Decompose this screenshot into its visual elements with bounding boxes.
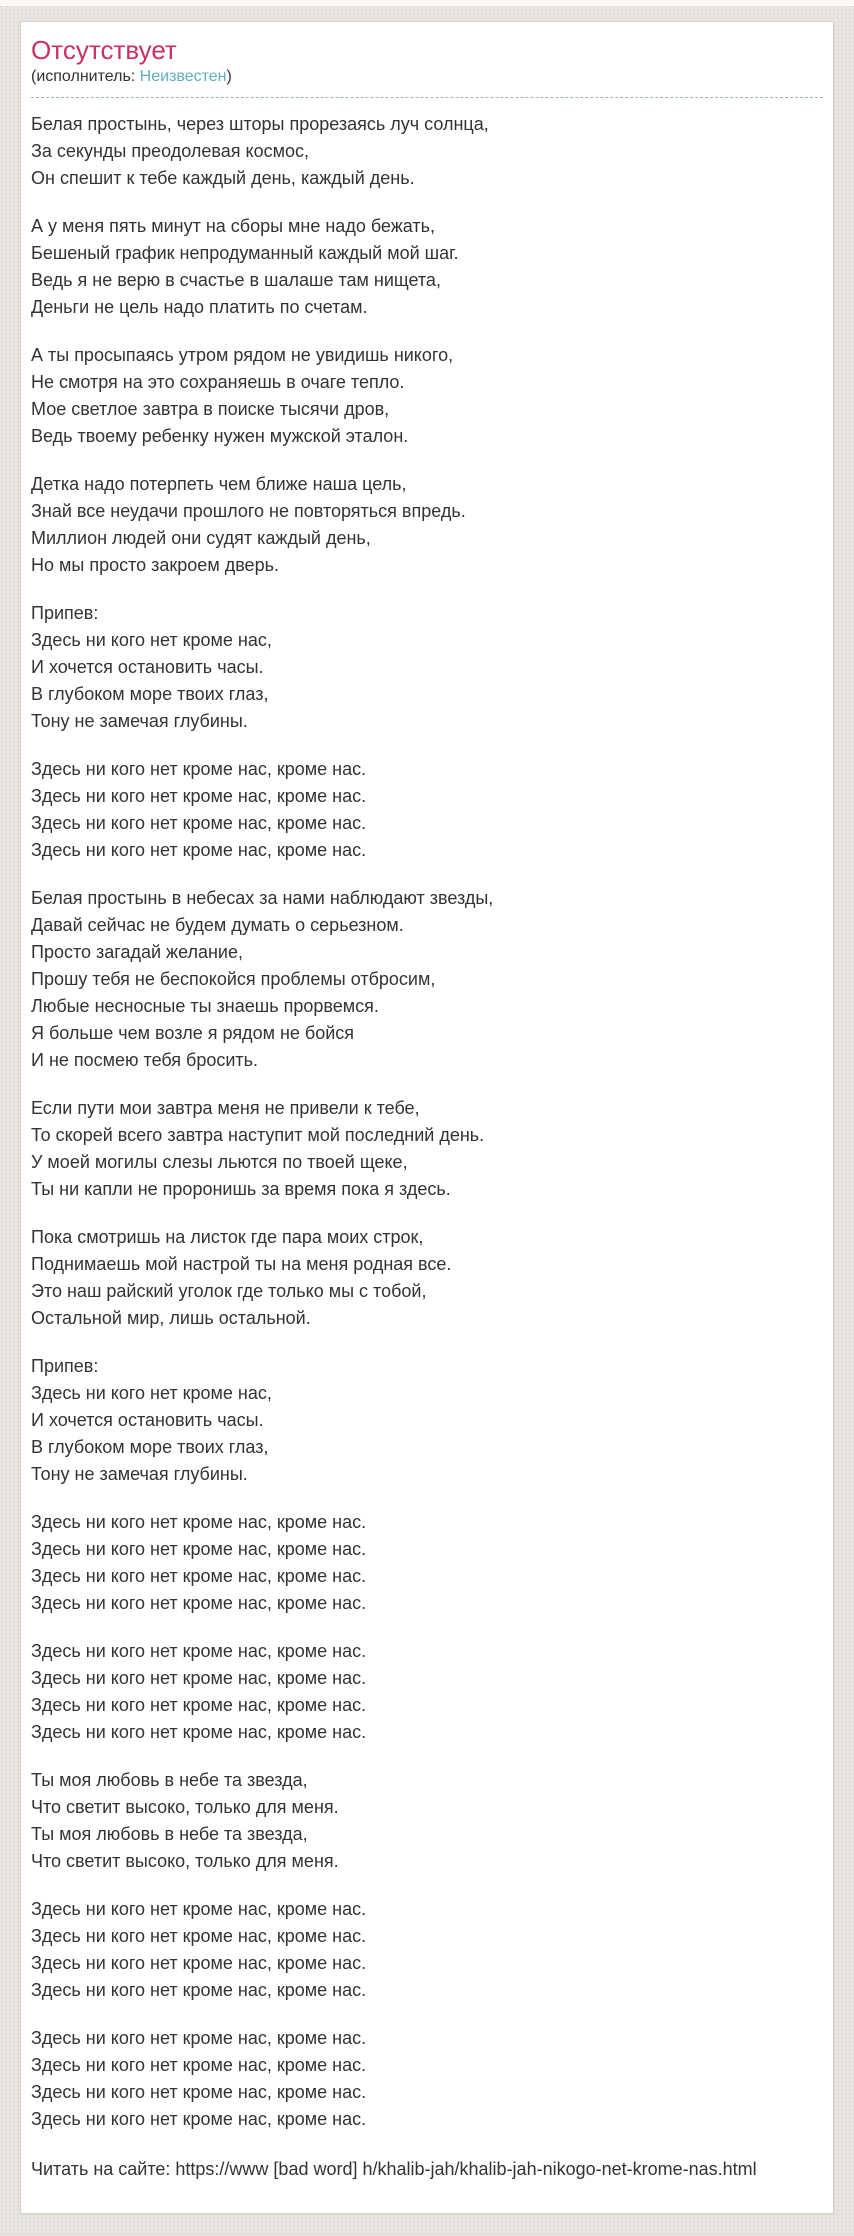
lyric-line: Ты моя любовь в небе та звезда, [31, 1769, 308, 1790]
lyric-line: То скорей всего завтра наступит мой последний день. [31, 1124, 485, 1145]
lyric-line: Здесь ни кого нет кроме нас, кроме нас. [31, 2108, 367, 2129]
lyric-line: Здесь ни кого нет кроме нас, кроме нас. [31, 785, 367, 806]
stanza [31, 111, 823, 192]
lyric-line: Здесь ни кого нет кроме нас, кроме нас. [31, 1565, 367, 1586]
lyric-line: Ты моя любовь в небе та звезда, [31, 1823, 308, 1844]
lyrics-text [31, 111, 823, 2133]
lyric-line: А у меня пять минут на сборы мне надо бежать, [31, 215, 436, 236]
lyric-line: Здесь ни кого нет кроме нас, кроме нас. [31, 812, 367, 833]
lyric-line: Любые несносные ты знаешь прорвемся. [31, 995, 379, 1016]
lyric-line: Здесь ни кого нет кроме нас, кроме нас. [31, 2081, 367, 2102]
lyric-line: Здесь ни кого нет кроме нас, кроме нас. [31, 1640, 367, 1661]
lyric-line: Детка надо потерпеть чем ближе наша цель, [31, 473, 407, 494]
stanza [31, 756, 823, 864]
lyric-line: Пока смотришь на листок где пара моих строк, [31, 1226, 424, 1247]
lyric-line: Здесь ни кого нет кроме нас, кроме нас. [31, 1721, 367, 1742]
lyric-line: В глубоком море твоих глаз, [31, 1436, 269, 1457]
lyric-line: Это наш райский уголок где только мы с тобой, [31, 1280, 427, 1301]
lyric-line: Просто загадай желание, [31, 941, 244, 962]
lyric-line: И не посмею тебя бросить. [31, 1049, 259, 1070]
lyric-line: Здесь ни кого нет кроме нас, кроме нас. [31, 2027, 367, 2048]
lyric-line: Здесь ни кого нет кроме нас, кроме нас. [31, 1898, 367, 1919]
artist-line [31, 67, 823, 88]
lyric-line: За секунды преодолевая космос, [31, 140, 309, 161]
lyric-line: Здесь ни кого нет кроме нас, [31, 629, 272, 650]
stanza [31, 1224, 823, 1332]
lyric-line: Деньги не цель надо платить по счетам. [31, 296, 368, 317]
lyric-line: Прошу тебя не беспокойся проблемы отбросим, [31, 968, 436, 989]
stanza [31, 471, 823, 579]
lyric-line: Бешеный график непродуманный каждый мой шаг. [31, 242, 459, 263]
stanza [31, 1095, 823, 1203]
lyric-line: Здесь ни кого нет кроме нас, [31, 1382, 272, 1403]
stanza [31, 342, 823, 450]
stanza [31, 600, 823, 735]
lyric-line: А ты просыпаясь утром рядом не увидишь никого, [31, 344, 454, 365]
lyric-line: Ведь я не верю в счастье в шалаше там нищета, [31, 269, 441, 290]
lyric-line: Здесь ни кого нет кроме нас, кроме нас. [31, 839, 367, 860]
lyric-line: Но мы просто закроем дверь. [31, 554, 279, 575]
stanza [31, 1509, 823, 1617]
lyric-line: Здесь ни кого нет кроме нас, кроме нас. [31, 1538, 367, 1559]
lyric-line: Белая простынь, через шторы прорезаясь луч солнца, [31, 113, 489, 134]
lyric-line: Здесь ни кого нет кроме нас, кроме нас. [31, 1979, 367, 2000]
song-title: Отсутствует [31, 35, 177, 65]
lyric-line: Не смотря на это сохраняешь в очаге тепло. [31, 371, 405, 392]
stanza [31, 1353, 823, 1488]
footer-text: Читать на сайте: https://www [bad word] h/khalib-jah/khalib-jah-nikogo-net-krome-nas.html [31, 2158, 757, 2179]
song-header [31, 32, 823, 98]
lyric-line: Что светит высоко, только для меня. [31, 1796, 339, 1817]
stanza [31, 1767, 823, 1875]
footer-note [31, 2156, 823, 2183]
lyric-line: Здесь ни кого нет кроме нас, кроме нас. [31, 1952, 367, 1973]
lyric-line: Остальной мир, лишь остальной. [31, 1307, 311, 1328]
stanza [31, 1896, 823, 2004]
artist-label: (исполнитель: [31, 67, 140, 85]
stanza [31, 213, 823, 321]
lyric-line: И хочется остановить часы. [31, 1409, 264, 1430]
lyric-line: Белая простынь в небесах за нами наблюдают звезды, [31, 887, 494, 908]
lyric-line: Знай все неудачи прошлого не повторяться впредь. [31, 500, 466, 521]
lyric-line: У моей могилы слезы льются по твоей щеке, [31, 1151, 408, 1172]
lyric-line: Миллион людей они судят каждый день, [31, 527, 371, 548]
lyric-line: Здесь ни кого нет кроме нас, кроме нас. [31, 1667, 367, 1688]
lyric-line: Тону не замечая глубины. [31, 1463, 248, 1484]
lyric-line: Поднимаешь мой настрой ты на меня родная все. [31, 1253, 452, 1274]
lyric-line: Здесь ни кого нет кроме нас, кроме нас. [31, 1592, 367, 1613]
lyric-line: Что светит высоко, только для меня. [31, 1850, 339, 1871]
stanza [31, 1638, 823, 1746]
lyric-line: И хочется остановить часы. [31, 656, 264, 677]
artist-label-close: ) [226, 67, 232, 85]
lyric-line: Здесь ни кого нет кроме нас, кроме нас. [31, 1694, 367, 1715]
lyric-line: Ты ни капли не проронишь за время пока я здесь. [31, 1178, 451, 1199]
page-top-strip [0, 0, 854, 7]
lyric-line: В глубоком море твоих глаз, [31, 683, 269, 704]
lyric-line: Здесь ни кого нет кроме нас, кроме нас. [31, 1925, 367, 1946]
lyric-line: Ведь твоему ребенку нужен мужской эталон. [31, 425, 409, 446]
lyric-line: Если пути мои завтра меня не привели к тебе, [31, 1097, 420, 1118]
lyric-line: Я больше чем возле я рядом не бойся [31, 1022, 355, 1043]
lyric-line: Припев: [31, 602, 99, 623]
lyric-line: Припев: [31, 1355, 99, 1376]
lyric-line: Мое светлое завтра в поиске тысячи дров, [31, 398, 390, 419]
stanza [31, 885, 823, 1074]
lyric-line: Тону не замечая глубины. [31, 710, 248, 731]
artist-link[interactable]: Неизвестен [139, 67, 227, 85]
lyrics-card [20, 21, 834, 2214]
lyric-line: Давай сейчас не будем думать о серьезном. [31, 914, 404, 935]
lyric-line: Здесь ни кого нет кроме нас, кроме нас. [31, 758, 367, 779]
stanza [31, 2025, 823, 2133]
lyric-line: Здесь ни кого нет кроме нас, кроме нас. [31, 1511, 367, 1532]
lyric-line: Здесь ни кого нет кроме нас, кроме нас. [31, 2054, 367, 2075]
lyric-line: Он спешит к тебе каждый день, каждый день. [31, 167, 415, 188]
